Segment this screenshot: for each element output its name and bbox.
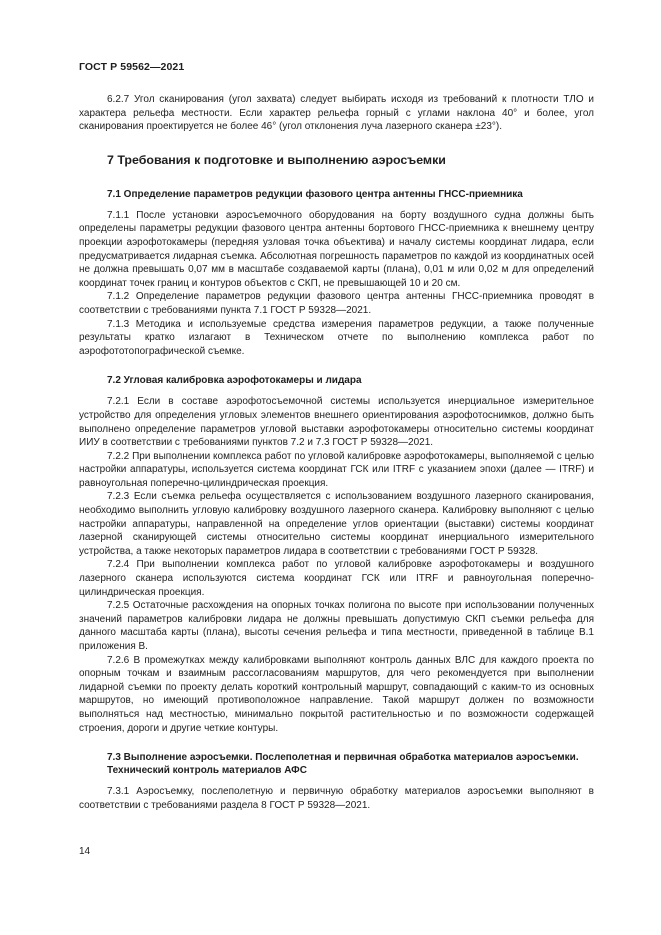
subsection-7-2-heading: 7.2 Угловая калибровка аэрофотокамеры и лидара xyxy=(107,375,362,387)
paragraph-7-1-3: 7.1.3 Методика и используемые средства измерения параметров редукции, а также полученные результаты кратко излагают в Техническом отчете по выполнению комплекса работ по аэрофототопографической съемке. xyxy=(79,318,594,357)
paragraph-7-1-1: 7.1.1 После установки аэросъемочного оборудования на борту воздушного судна должны быть определены параметры редукции фазового центра антенны бортового ГНСС-приемника к внешнему центру проекции аэрофотокамеры (передняя узловая точка объектива) и началу системы координат лидара, если предусматривается лидарная съемка. Абсолютная погрешность параметров по каждой из координатных осей не должна превышать 0,07 мм в масштабе создаваемой карты (плана), 0,01 м или 0,02 м для определений координат точек границ и контуров объектов с СКП, не превышающей 10 и 20 см. xyxy=(79,209,594,289)
paragraph-7-2-2: 7.2.2 При выполнении комплекса работ по угловой калибровке аэрофотокамеры, выполняемой с целью настройки аппаратуры, используется система координат ГСК или ITRF с указанием эпохи (далее — ITRF) и равноугольная поперечно-цилиндрическая проекция. xyxy=(79,450,594,489)
section-7-heading: 7 Требования к подготовке и выполнению аэросъемки xyxy=(107,152,446,167)
paragraph-7-2-1: 7.2.1 Если в составе аэрофотосъемочной системы используется инерциальное измерительное устройство для определения угловых элементов внешнего ориентирования аэрофотоснимков, должно быть выполнено определение параметров угловой выставки аэрофотокамеры относительно системы координат ИИУ в соответствии с требованиями пунктов 7.2 и 7.3 ГОСТ Р 59328—2021. xyxy=(79,396,594,449)
document-body xyxy=(79,93,594,812)
paragraph-7-1-2: 7.1.2 Определение параметров редукции фазового центра антенны ГНСС-приемника проводят в соответствии с требованиями пункта 7.1 ГОСТ Р 59328—2021. xyxy=(79,291,594,316)
subsection-7-1-heading: 7.1 Определение параметров редукции фазового центра антенны ГНСС-приемника xyxy=(107,188,523,200)
paragraph-7-2-6: 7.2.6 В промежутках между калибровками выполняют контроль данных ВЛС для каждого проекта по опорным точкам и взаимным рассогласованиям маршрутов, для чего рекомендуется при выполнении лидарной съемки по проекту делать короткий контрольный маршрут, совпадающий с каким-то из основных маршрутов, но имеющий противоположное направление. Такой маршрут должен по возможности выполняться над местностью, минимально покрытой растительностью и по возможности содержащей строения, дороги и другие четкие контуры. xyxy=(79,654,594,734)
paragraph-7-2-5: 7.2.5 Остаточные расхождения на опорных точках полигона по высоте при использовании полученных значений параметров калибровки лидара не должны превышать допустимую СКП съемки рельефа для данного масштаба карты (плана), высоты сечения рельефа и типа местности, приведенной в таблице В.1 приложения В. xyxy=(79,600,594,652)
paragraph-6-2-7: 6.2.7 Угол сканирования (угол захвата) следует выбирать исходя из требований к плотности ТЛО и характера рельефа местности. Если характер рельефа горный с углами наклона 40° и более, угол сканирования проектируется не более 46° (угол отклонения луча лазерного сканера ±23°). xyxy=(79,94,594,133)
subsection-7-3-heading: 7.3 Выполнение аэросъемки. Послеполетная и первичная обработка материалов аэросъемки. Технический контроль материалов АФС xyxy=(107,752,579,777)
page-number: 14 xyxy=(79,846,91,857)
paragraph-7-3-1: 7.3.1 Аэросъемку, послеполетную и первичную обработку материалов аэросъемки выполняют в соответствии с требованиями раздела 8 ГОСТ Р 59328—2021. xyxy=(79,786,594,811)
paragraph-7-2-3: 7.2.3 Если съемка рельефа осуществляется с использованием воздушного лазерного сканирования, необходимо выполнить угловую калибровку воздушного лазерного сканера. Калибровку выполняют с целью настройки аппаратуры, направленной на определение углов ориентации (выставки) системы координат лазерной сканирующей системы относительно системы координат инерциального измерительного устройства, а также некоторых параметров лидара в соответствии с требованиями ГОСТ Р 59328. xyxy=(79,491,594,557)
paragraph-7-2-4: 7.2.4 При выполнении комплекса работ по угловой калибровке аэрофотокамеры и воздушного лазерного сканера используются система координат ГСК или ITRF и равноугольная поперечно-цилиндрическая проекция. xyxy=(79,559,594,598)
document-header: ГОСТ Р 59562—2021 xyxy=(79,61,185,73)
